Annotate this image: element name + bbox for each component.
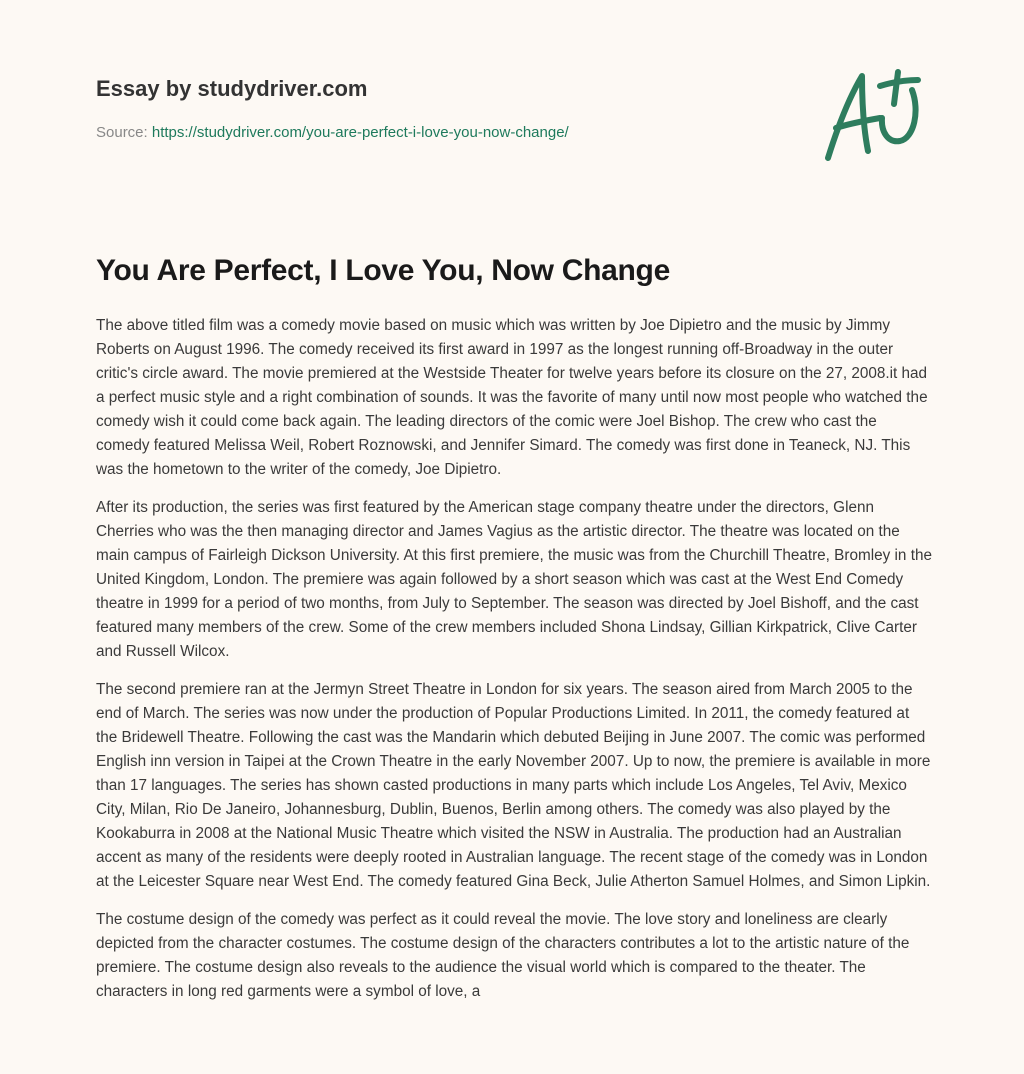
source-link[interactable]: https://studydriver.com/you-are-perfect-i-love-you-now-change/ xyxy=(151,124,569,141)
essay-paragraph: The above titled film was a comedy movie based on music which was written by Joe Dipietro and the music by Jimmy Roberts on August 1996. The comedy received its first award in 1997 as the longest running off-Broadway in the outer critic's circle award. The movie premiered at the Westside Theater for twelve years before its closure on the 27, 2008.it had a perfect music style and a right combination of sounds. It was the favorite of many until now most people who watched the comedy wish it could come back again. The leading directors of the comic were Joel Bishop. The crew who cast the comedy featured Melissa Weil, Robert Roznowski, and Jennifer Simard. The comedy was first done in Teaneck, NJ. This was the hometown to the writer of the comedy, Joe Dipietro. xyxy=(96,317,928,478)
source-line xyxy=(96,124,569,141)
a-plus-logo-icon xyxy=(818,66,928,166)
essay-body xyxy=(96,314,932,1018)
essay-paragraph: The costume design of the comedy was perfect as it could reveal the movie. The love story and loneliness are clearly depicted from the character costumes. The costume design of the characters contributes a lot to the artistic nature of the premiere. The costume design also reveals to the audience the visual world which is compared to the theater. The characters in long red garments were a symbol of love, a xyxy=(96,911,910,1000)
site-title: Essay by studydriver.com xyxy=(96,76,368,101)
essay-paragraph: After its production, the series was first featured by the American stage company theatre under the directors, Glenn Cherries who was the then managing director and James Vagius as the artistic director. The theatre was located on the main campus of Fairleigh Dickson University. At this first premiere, the music was from the Churchill Theatre, Bromley in the United Kingdom, London. The premiere was again followed by a short season which was cast at the West End Comedy theatre in 1999 for a period of two months, from July to September. The season was directed by Joel Bishoff, and the cast featured many members of the crew. Some of the crew members included Shona Lindsay, Gillian Kirkpatrick, Clive Carter and Russell Wilcox. xyxy=(96,499,932,660)
source-label: Source: xyxy=(96,124,148,141)
essay-title: You Are Perfect, I Love You, Now Change xyxy=(96,254,670,287)
essay-paragraph: The second premiere ran at the Jermyn Street Theatre in London for six years. The season aired from March 2005 to the end of March. The series was now under the production of Popular Productions Limited. In 2011, the comedy featured at the Bridewell Theatre. Following the cast was the Mandarin which debuted Beijing in June 2007. The comic was performed English inn version in Taipei at the Crown Theatre in the early November 2007. Up to now, the premiere is available in more than 17 languages. The series has shown casted productions in many parts which include Los Angeles, Tel Aviv, Mexico City, Milan, Rio De Janeiro, Johannesburg, Dublin, Buenos, Berlin among others. The comedy was also played by the Kookaburra in 2008 at the National Music Theatre which visited the NSW in Australia. The production had an Australian accent as many of the residents were deeply rooted in Australian language. The recent stage of the comedy was in London at the Leicester Square near West End. The comedy featured Gina Beck, Julie Atherton Samuel Holmes, and Simon Lipkin. xyxy=(96,681,931,890)
page-header xyxy=(0,0,1024,220)
